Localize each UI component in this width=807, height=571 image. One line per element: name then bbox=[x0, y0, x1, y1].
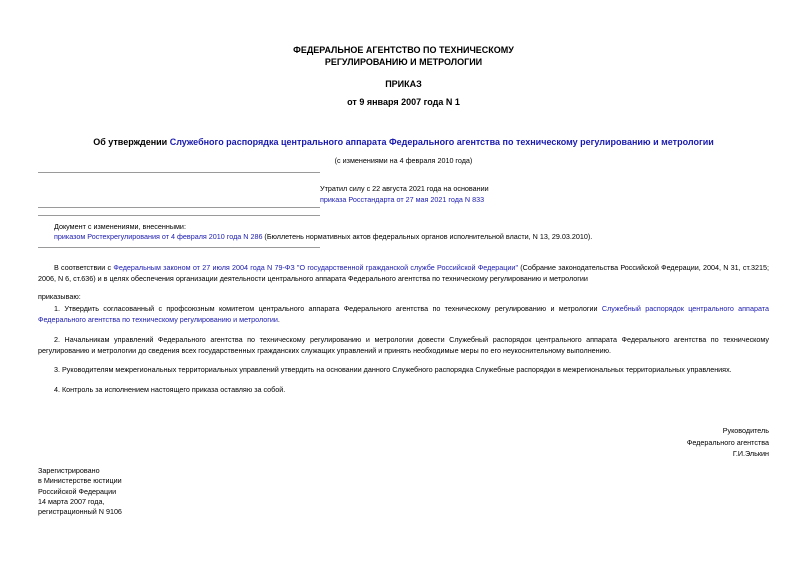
order-item-1 bbox=[38, 303, 769, 325]
separator-line bbox=[38, 215, 320, 216]
preamble-part1: В соответствии с bbox=[54, 263, 114, 272]
agency-name-line2: РЕГУЛИРОВАНИЮ И МЕТРОЛОГИИ bbox=[324, 57, 483, 67]
document-title bbox=[0, 137, 807, 148]
document-date: от 9 января 2007 года N 1 bbox=[347, 97, 460, 107]
preamble-paragraph bbox=[38, 262, 769, 284]
regulation-link[interactable]: Служебный распорядок центрального аппарата Федерального агентства по техническому регулированию и метрологии bbox=[38, 304, 769, 324]
status-note: Утратил силу с 22 августа 2021 года на основании bbox=[320, 184, 489, 193]
registration-line2: в Министерстве юстиции bbox=[38, 476, 122, 486]
item1-end: . bbox=[277, 315, 280, 324]
separator-line bbox=[38, 172, 320, 173]
order-item-3: 3. Руководителям межрегиональных территориальных управлений утвердить на основании данного Служебного распорядка Служебные распорядки в межрегиональных территориальных управлениях. bbox=[54, 365, 732, 374]
order-item-2: 2. Начальникам управлений Федерального агентства по техническому регулированию и метрологии довести Служебный распорядок центрального аппарата Федерального агентства по техническому регулированию и метрологии до сведения всех государственных гражданских служащих управлений и принять необходимые меры по его неукоснительному выполнению. bbox=[38, 335, 769, 355]
signature-position: Руководитель bbox=[722, 426, 769, 435]
amendments-note: (с изменениями на 4 февраля 2010 года) bbox=[334, 156, 473, 165]
signature-block bbox=[687, 425, 769, 460]
preamble-part2: (Собрание законодательства Российской Федерации, 2004, N 31, ст.3215; 2006, N 6, ст.636) и в целях обеспечения организации деятельности центрального аппарата Федерального агентства по техническому регулированию и метрологии bbox=[38, 263, 769, 283]
registration-line3: Российской Федерации bbox=[38, 486, 117, 496]
document-type: ПРИКАЗ bbox=[385, 79, 422, 89]
item1-text: 1. Утвердить согласованный с профсоюзным комитетом центрального аппарата Федерального агентства по техническому регулированию и метрологии bbox=[54, 304, 602, 313]
registration-line4: 14 марта 2007 года, bbox=[38, 496, 105, 506]
order-word: приказываю: bbox=[38, 292, 81, 301]
separator-line bbox=[38, 207, 320, 208]
federal-law-link[interactable]: Федеральным законом от 27 июля 2004 года N 79-ФЗ "О государственной гражданской службе Российской Федерации" bbox=[113, 263, 519, 272]
title-prefix: Об утверждении bbox=[93, 137, 170, 147]
registration-line1: Зарегистрировано bbox=[38, 466, 100, 475]
changes-line bbox=[54, 232, 592, 242]
status-link[interactable]: приказа Росстандарта от 27 мая 2021 года N 833 bbox=[320, 195, 485, 204]
order-item-4: 4. Контроль за исполнением настоящего приказа оставляю за собой. bbox=[54, 385, 286, 394]
changes-link[interactable]: приказом Ростехрегулирования от 4 февраля 2010 года N 286 bbox=[54, 232, 263, 241]
separator-line bbox=[38, 247, 320, 248]
title-link[interactable]: Служебного распорядка центрального аппарата Федерального агентства по техническому регулированию и метрологии bbox=[169, 137, 714, 147]
registration-line5: регистрационный N 9106 bbox=[38, 507, 122, 517]
changes-label: Документ с изменениями, внесенными: bbox=[54, 222, 186, 231]
signature-agency: Федерального агентства bbox=[686, 437, 769, 447]
changes-rest: (Бюллетень нормативных актов федеральных органов исполнительной власти, N 13, 29.03.2010). bbox=[262, 232, 593, 241]
signature-name: Г.И.Элькин bbox=[732, 449, 769, 458]
agency-name-line1: ФЕДЕРАЛЬНОЕ АГЕНТСТВО ПО ТЕХНИЧЕСКОМУ bbox=[293, 45, 514, 55]
registration-block bbox=[38, 466, 122, 517]
